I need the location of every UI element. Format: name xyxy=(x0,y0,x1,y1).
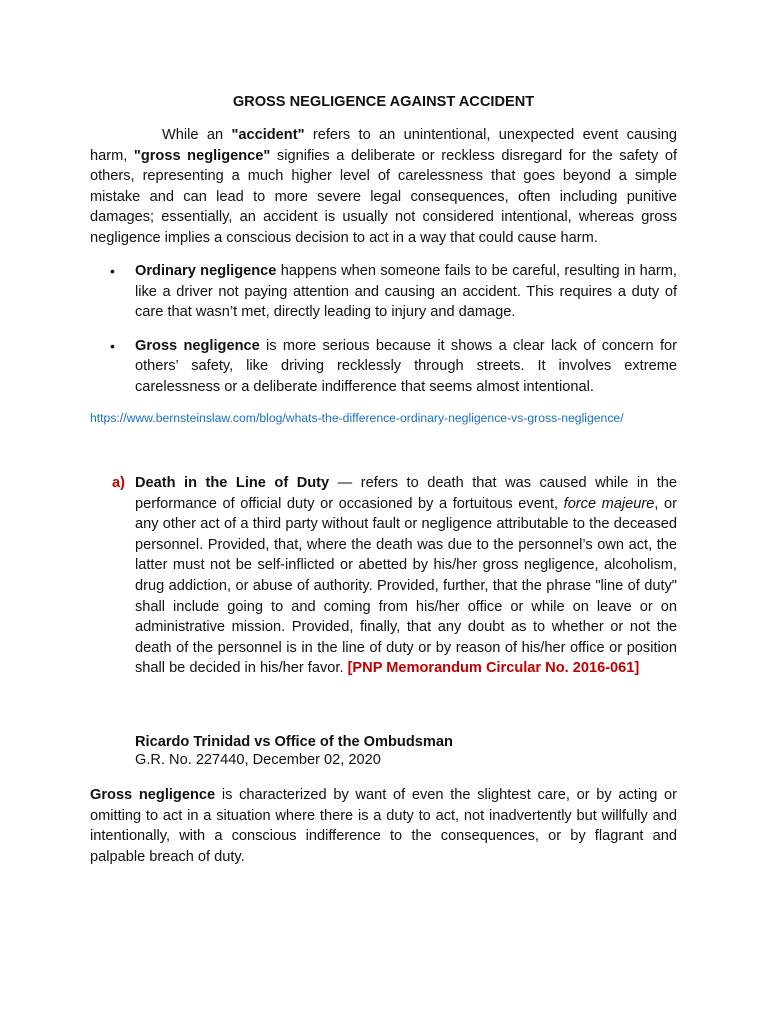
bullet-term: Ordinary negligence xyxy=(135,263,277,279)
bullet-text: is more serious because it shows a clear lack of concern for others’ safety, like driving recklessly through streets. It involves extreme carelessness or a deliberate indifference that seems almost intentional. xyxy=(135,337,677,395)
definition-term: Death in the Line of Duty xyxy=(135,475,330,491)
bullet-term: Gross negligence xyxy=(135,337,260,354)
intro-text-3: signifies a deliberate or reckless disregard for the safety of others, representing a much higher level of carelessness that goes beyond a simple mistake and can lead to more severe legal consequences, often including punitive damages; essentially, an accident is usually not considered intentional, whereas gross negligence implies a conscious decision to act in a way that could cause harm. xyxy=(90,147,678,246)
case-title: Ricardo Trinidad vs Office of the Ombudsman xyxy=(135,734,453,750)
document-title: GROSS NEGLIGENCE AGAINST ACCIDENT xyxy=(232,94,535,110)
intro-term-accident: "accident" xyxy=(231,127,305,143)
source-link[interactable]: https://www.bernsteinslaw.com/blog/whats-the-difference-ordinary-negligence-vs-gross-negligence/ xyxy=(90,411,624,425)
definition-text-2: , or any other act of a third party without fault or negligence attributable to the deceased personnel. Provided, that, where the death was due to the personnel’s own act, the latter must not be self-inflicted or abetted by his/her gross negligence, alcoholism, drug addiction, or abuse of authority. Provided, further, that the phrase "line of duty" shall include going to and coming from his/her office or while on leave or on administrative mission. Provided, finally, that any doubt as to whether or not the death of the personnel is in the line of duty or by reason of his/her office or position shall be decided in his/her favor. xyxy=(135,495,677,677)
bullet-text: happens when someone fails to be careful, resulting in harm, like a driver not paying attention and causing an accident. This requires a duty of care that wasn’t met, directly leading to injury and damage. xyxy=(135,263,677,321)
definition-italic: force majeure xyxy=(563,495,655,512)
final-term: Gross negligence xyxy=(90,787,216,803)
definition-item xyxy=(90,473,677,679)
bullet-dot-icon: • xyxy=(110,263,115,279)
bullet-gross-negligence xyxy=(90,336,677,398)
case-number: G.R. No. 227440, December 02, 2020 xyxy=(135,752,381,768)
definition-block xyxy=(90,473,677,679)
final-paragraph xyxy=(90,785,677,867)
intro-text-1: While an xyxy=(162,127,232,143)
intro-term-gross-negligence: "gross negligence" xyxy=(133,147,271,164)
intro-paragraph xyxy=(90,125,677,249)
negligence-bullet-list xyxy=(90,261,677,411)
definition-text-1: — refers to death that was caused while in the performance of official duty or occasioned by a fortuitous event, xyxy=(135,475,677,512)
definition-marker: a) xyxy=(112,475,125,491)
bullet-dot-icon: • xyxy=(110,337,115,354)
definition-citation: [PNP Memorandum Circular No. 2016-061] xyxy=(347,660,640,677)
final-text: is characterized by want of even the slightest care, or by acting or omitting to act in a situation where there is a duty to act, not inadvertently but willfully and intentionally, with a conscious indifference to the consequences, or by flagrant and palpable breach of duty. xyxy=(90,787,677,865)
bullet-ordinary-negligence xyxy=(90,261,677,323)
intro-text-2: refers to an unintentional, unexpected event causing harm, xyxy=(90,127,677,164)
case-reference xyxy=(135,733,677,769)
